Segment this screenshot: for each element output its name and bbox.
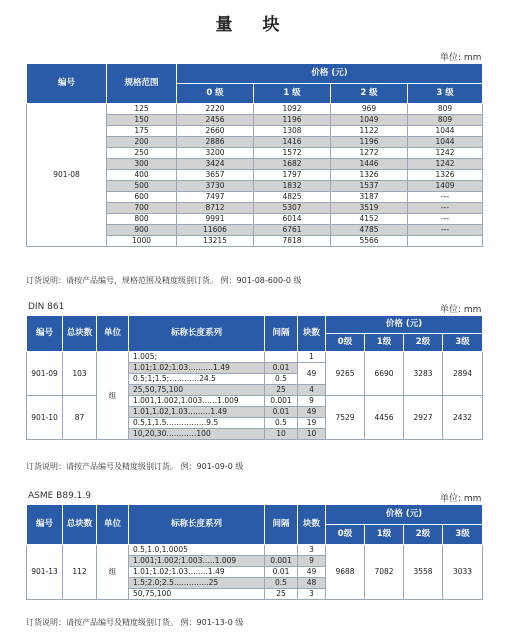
price-grade-2-cell: 1196	[331, 137, 408, 148]
price-grade-1-cell: 1572	[254, 148, 331, 159]
header-grade-1: 1 级	[254, 84, 331, 104]
price-grade-0-cell: 8712	[177, 203, 254, 214]
header-series: 标称长度系列	[129, 316, 265, 352]
unit-cell: 组	[97, 352, 129, 440]
header-grade-2: 2级	[404, 525, 443, 545]
series-cell: 25,50,75,100	[129, 385, 265, 396]
header-count: 块数	[298, 505, 326, 545]
code-cell: 901-10	[27, 396, 63, 440]
price-grade-3-cell: 809	[408, 104, 483, 115]
price-grade-2-cell: 969	[331, 104, 408, 115]
price-grade-3-cell: 1044	[408, 137, 483, 148]
price-grade-1-cell: 4825	[254, 192, 331, 203]
price-grade-3-cell	[408, 236, 483, 247]
unit-label-2: 单位: mm	[440, 305, 482, 315]
header-code: 编号	[27, 316, 63, 352]
gauge-block-table-3	[26, 504, 483, 600]
range-cell: 1000	[107, 236, 177, 247]
price-grade-1-cell: 5307	[254, 203, 331, 214]
series-cell: 1.001,1.002,1.003……1.009	[129, 396, 265, 407]
interval-cell: 0.001	[265, 556, 298, 567]
price-grade-1-cell: 1196	[254, 115, 331, 126]
header-count: 块数	[298, 316, 326, 352]
interval-cell: 0.5	[265, 578, 298, 589]
range-cell: 250	[107, 148, 177, 159]
price-grade-1-cell: 1797	[254, 170, 331, 181]
price-grade-3-cell: 1409	[408, 181, 483, 192]
price-grade-1-cell: 7082	[365, 545, 404, 600]
price-grade-2-cell: 2927	[404, 396, 443, 440]
price-grade-3-cell: 1242	[408, 148, 483, 159]
price-grade-2-cell: 1272	[331, 148, 408, 159]
price-grade-3-cell: 1044	[408, 126, 483, 137]
price-grade-3-cell: ---	[408, 225, 483, 236]
series-cell: 1.001;1.002;1.003…..1.009	[129, 556, 265, 567]
count-cell: 1	[298, 352, 326, 363]
header-range: 规格范围	[107, 64, 177, 104]
price-grade-0-cell: 9265	[326, 352, 365, 396]
price-grade-3-cell: 3033	[443, 545, 483, 600]
header-unit: 单位	[97, 316, 129, 352]
header-grade-0: 0 级	[177, 84, 254, 104]
price-grade-1-cell: 4456	[365, 396, 404, 440]
header-code: 编号	[27, 64, 107, 104]
price-grade-2-cell: 4785	[331, 225, 408, 236]
series-cell: 50,75,100	[129, 589, 265, 600]
count-cell: 48	[298, 578, 326, 589]
series-cell: 1.5;2.0;2.5…………..25	[129, 578, 265, 589]
price-grade-3-cell: ---	[408, 203, 483, 214]
series-cell: 0.5;1;1.5;…………24.5	[129, 374, 265, 385]
range-cell: 125	[107, 104, 177, 115]
count-cell: 49	[298, 567, 326, 578]
price-grade-2-cell: 1446	[331, 159, 408, 170]
price-grade-1-cell: 1308	[254, 126, 331, 137]
header-price: 价格 (元)	[326, 505, 483, 525]
price-grade-2-cell: 3187	[331, 192, 408, 203]
count-cell: 49	[298, 407, 326, 418]
price-grade-2-cell: 1049	[331, 115, 408, 126]
count-cell: 4	[298, 385, 326, 396]
price-grade-0-cell: 11606	[177, 225, 254, 236]
header-grade-2: 2 级	[331, 84, 408, 104]
header-grade-3: 3级	[443, 525, 483, 545]
count-cell: 9	[298, 396, 326, 407]
price-grade-0-cell: 3730	[177, 181, 254, 192]
gauge-block-table-1	[26, 63, 483, 247]
count-cell: 3	[298, 589, 326, 600]
total-cell: 87	[63, 396, 97, 440]
range-cell: 400	[107, 170, 177, 181]
price-grade-0-cell: 13215	[177, 236, 254, 247]
standard-label-3: ASME B89.1.9	[28, 491, 91, 501]
price-grade-0-cell: 2886	[177, 137, 254, 148]
price-grade-0-cell: 9991	[177, 214, 254, 225]
series-cell: 1.01;1.02;1.03……….1.49	[129, 363, 265, 374]
code-cell: 901-09	[27, 352, 63, 396]
series-cell: 1.01,1.02,1.03………1.49	[129, 407, 265, 418]
count-cell: 3	[298, 545, 326, 556]
header-total: 总块数	[63, 505, 97, 545]
gauge-block-table-2	[26, 315, 483, 440]
interval-cell	[265, 545, 298, 556]
interval-cell: 0.5	[265, 418, 298, 429]
interval-cell	[265, 352, 298, 363]
count-cell: 9	[298, 556, 326, 567]
series-cell: 0.5,1.0,1.0005	[129, 545, 265, 556]
interval-cell: 0.01	[265, 567, 298, 578]
series-cell: 1.01;1.02;1.03……..1.49	[129, 567, 265, 578]
unit-cell: 组	[97, 545, 129, 600]
standard-label-2: DIN 861	[28, 302, 65, 312]
price-grade-0-cell: 3424	[177, 159, 254, 170]
series-cell: 1.005;	[129, 352, 265, 363]
code-cell: 901-08	[27, 104, 107, 247]
unit-label-3: 单位: mm	[440, 494, 482, 504]
interval-cell: 10	[265, 429, 298, 440]
price-grade-2-cell: 5566	[331, 236, 408, 247]
range-cell: 600	[107, 192, 177, 203]
price-grade-1-cell: 6761	[254, 225, 331, 236]
range-cell: 200	[107, 137, 177, 148]
price-grade-2-cell: 3283	[404, 352, 443, 396]
header-grade-2: 2级	[404, 334, 443, 352]
range-cell: 300	[107, 159, 177, 170]
interval-cell: 0.5	[265, 374, 298, 385]
range-cell: 700	[107, 203, 177, 214]
price-grade-2-cell: 3519	[331, 203, 408, 214]
range-cell: 150	[107, 115, 177, 126]
price-grade-3-cell: ---	[408, 214, 483, 225]
header-grade-0: 0级	[326, 334, 365, 352]
header-code: 编号	[27, 505, 63, 545]
order-note-2: 订货说明：请按产品编号及精度级别订货。 例：901-09-0 级	[26, 462, 244, 471]
header-interval: 间隔	[265, 316, 298, 352]
price-grade-1-cell: 6014	[254, 214, 331, 225]
price-grade-0-cell: 7497	[177, 192, 254, 203]
series-cell: 10,20,30…………100	[129, 429, 265, 440]
header-price: 价格 (元)	[326, 316, 483, 334]
order-note-1: 订货说明：请按产品编号，规格范围及精度级别订货。 例：901-08-600-0 级	[26, 276, 302, 285]
price-grade-0-cell: 9688	[326, 545, 365, 600]
price-grade-1-cell: 1832	[254, 181, 331, 192]
header-total: 总块数	[63, 316, 97, 352]
total-cell: 112	[63, 545, 97, 600]
page-title: 量 块	[215, 15, 292, 35]
price-grade-3-cell: ---	[408, 192, 483, 203]
price-grade-1-cell: 1682	[254, 159, 331, 170]
interval-cell: 25	[265, 589, 298, 600]
code-cell: 901-13	[27, 545, 63, 600]
price-grade-0-cell: 3200	[177, 148, 254, 159]
order-note-3: 订货说明：请按产品编号及精度级别订货。 例：901-13-0 级	[26, 618, 244, 627]
price-grade-2-cell: 4152	[331, 214, 408, 225]
range-cell: 500	[107, 181, 177, 192]
header-unit: 单位	[97, 505, 129, 545]
interval-cell: 0.01	[265, 363, 298, 374]
count-cell: 49	[298, 363, 326, 385]
header-grade-1: 1级	[365, 525, 404, 545]
price-grade-3-cell: 1242	[408, 159, 483, 170]
table-row	[27, 104, 483, 115]
price-grade-1-cell: 1416	[254, 137, 331, 148]
header-interval: 间隔	[265, 505, 298, 545]
price-grade-2-cell: 1122	[331, 126, 408, 137]
series-cell: 0.5,1,1.5…………….9.5	[129, 418, 265, 429]
header-grade-0: 0级	[326, 525, 365, 545]
price-grade-1-cell: 1092	[254, 104, 331, 115]
price-grade-2-cell: 1326	[331, 170, 408, 181]
price-grade-0-cell: 3657	[177, 170, 254, 181]
range-cell: 175	[107, 126, 177, 137]
count-cell: 10	[298, 429, 326, 440]
price-grade-2-cell: 1537	[331, 181, 408, 192]
interval-cell: 0.001	[265, 396, 298, 407]
price-grade-0-cell: 2660	[177, 126, 254, 137]
range-cell: 900	[107, 225, 177, 236]
price-grade-3-cell: 2894	[443, 352, 483, 396]
header-grade-3: 3级	[443, 334, 483, 352]
header-price: 价格 (元)	[177, 64, 483, 84]
price-grade-2-cell: 3558	[404, 545, 443, 600]
price-grade-0-cell: 2220	[177, 104, 254, 115]
header-grade-3: 3 级	[408, 84, 483, 104]
price-grade-1-cell: 6690	[365, 352, 404, 396]
price-grade-3-cell: 809	[408, 115, 483, 126]
range-cell: 800	[107, 214, 177, 225]
price-grade-3-cell: 2432	[443, 396, 483, 440]
interval-cell: 0.01	[265, 407, 298, 418]
price-grade-0-cell: 7529	[326, 396, 365, 440]
header-grade-1: 1级	[365, 334, 404, 352]
interval-cell: 25	[265, 385, 298, 396]
count-cell: 19	[298, 418, 326, 429]
header-series: 标称长度系列	[129, 505, 265, 545]
price-grade-3-cell: 1326	[408, 170, 483, 181]
price-grade-0-cell: 2456	[177, 115, 254, 126]
unit-label-1: 单位: mm	[440, 53, 482, 63]
total-cell: 103	[63, 352, 97, 396]
price-grade-1-cell: 7818	[254, 236, 331, 247]
